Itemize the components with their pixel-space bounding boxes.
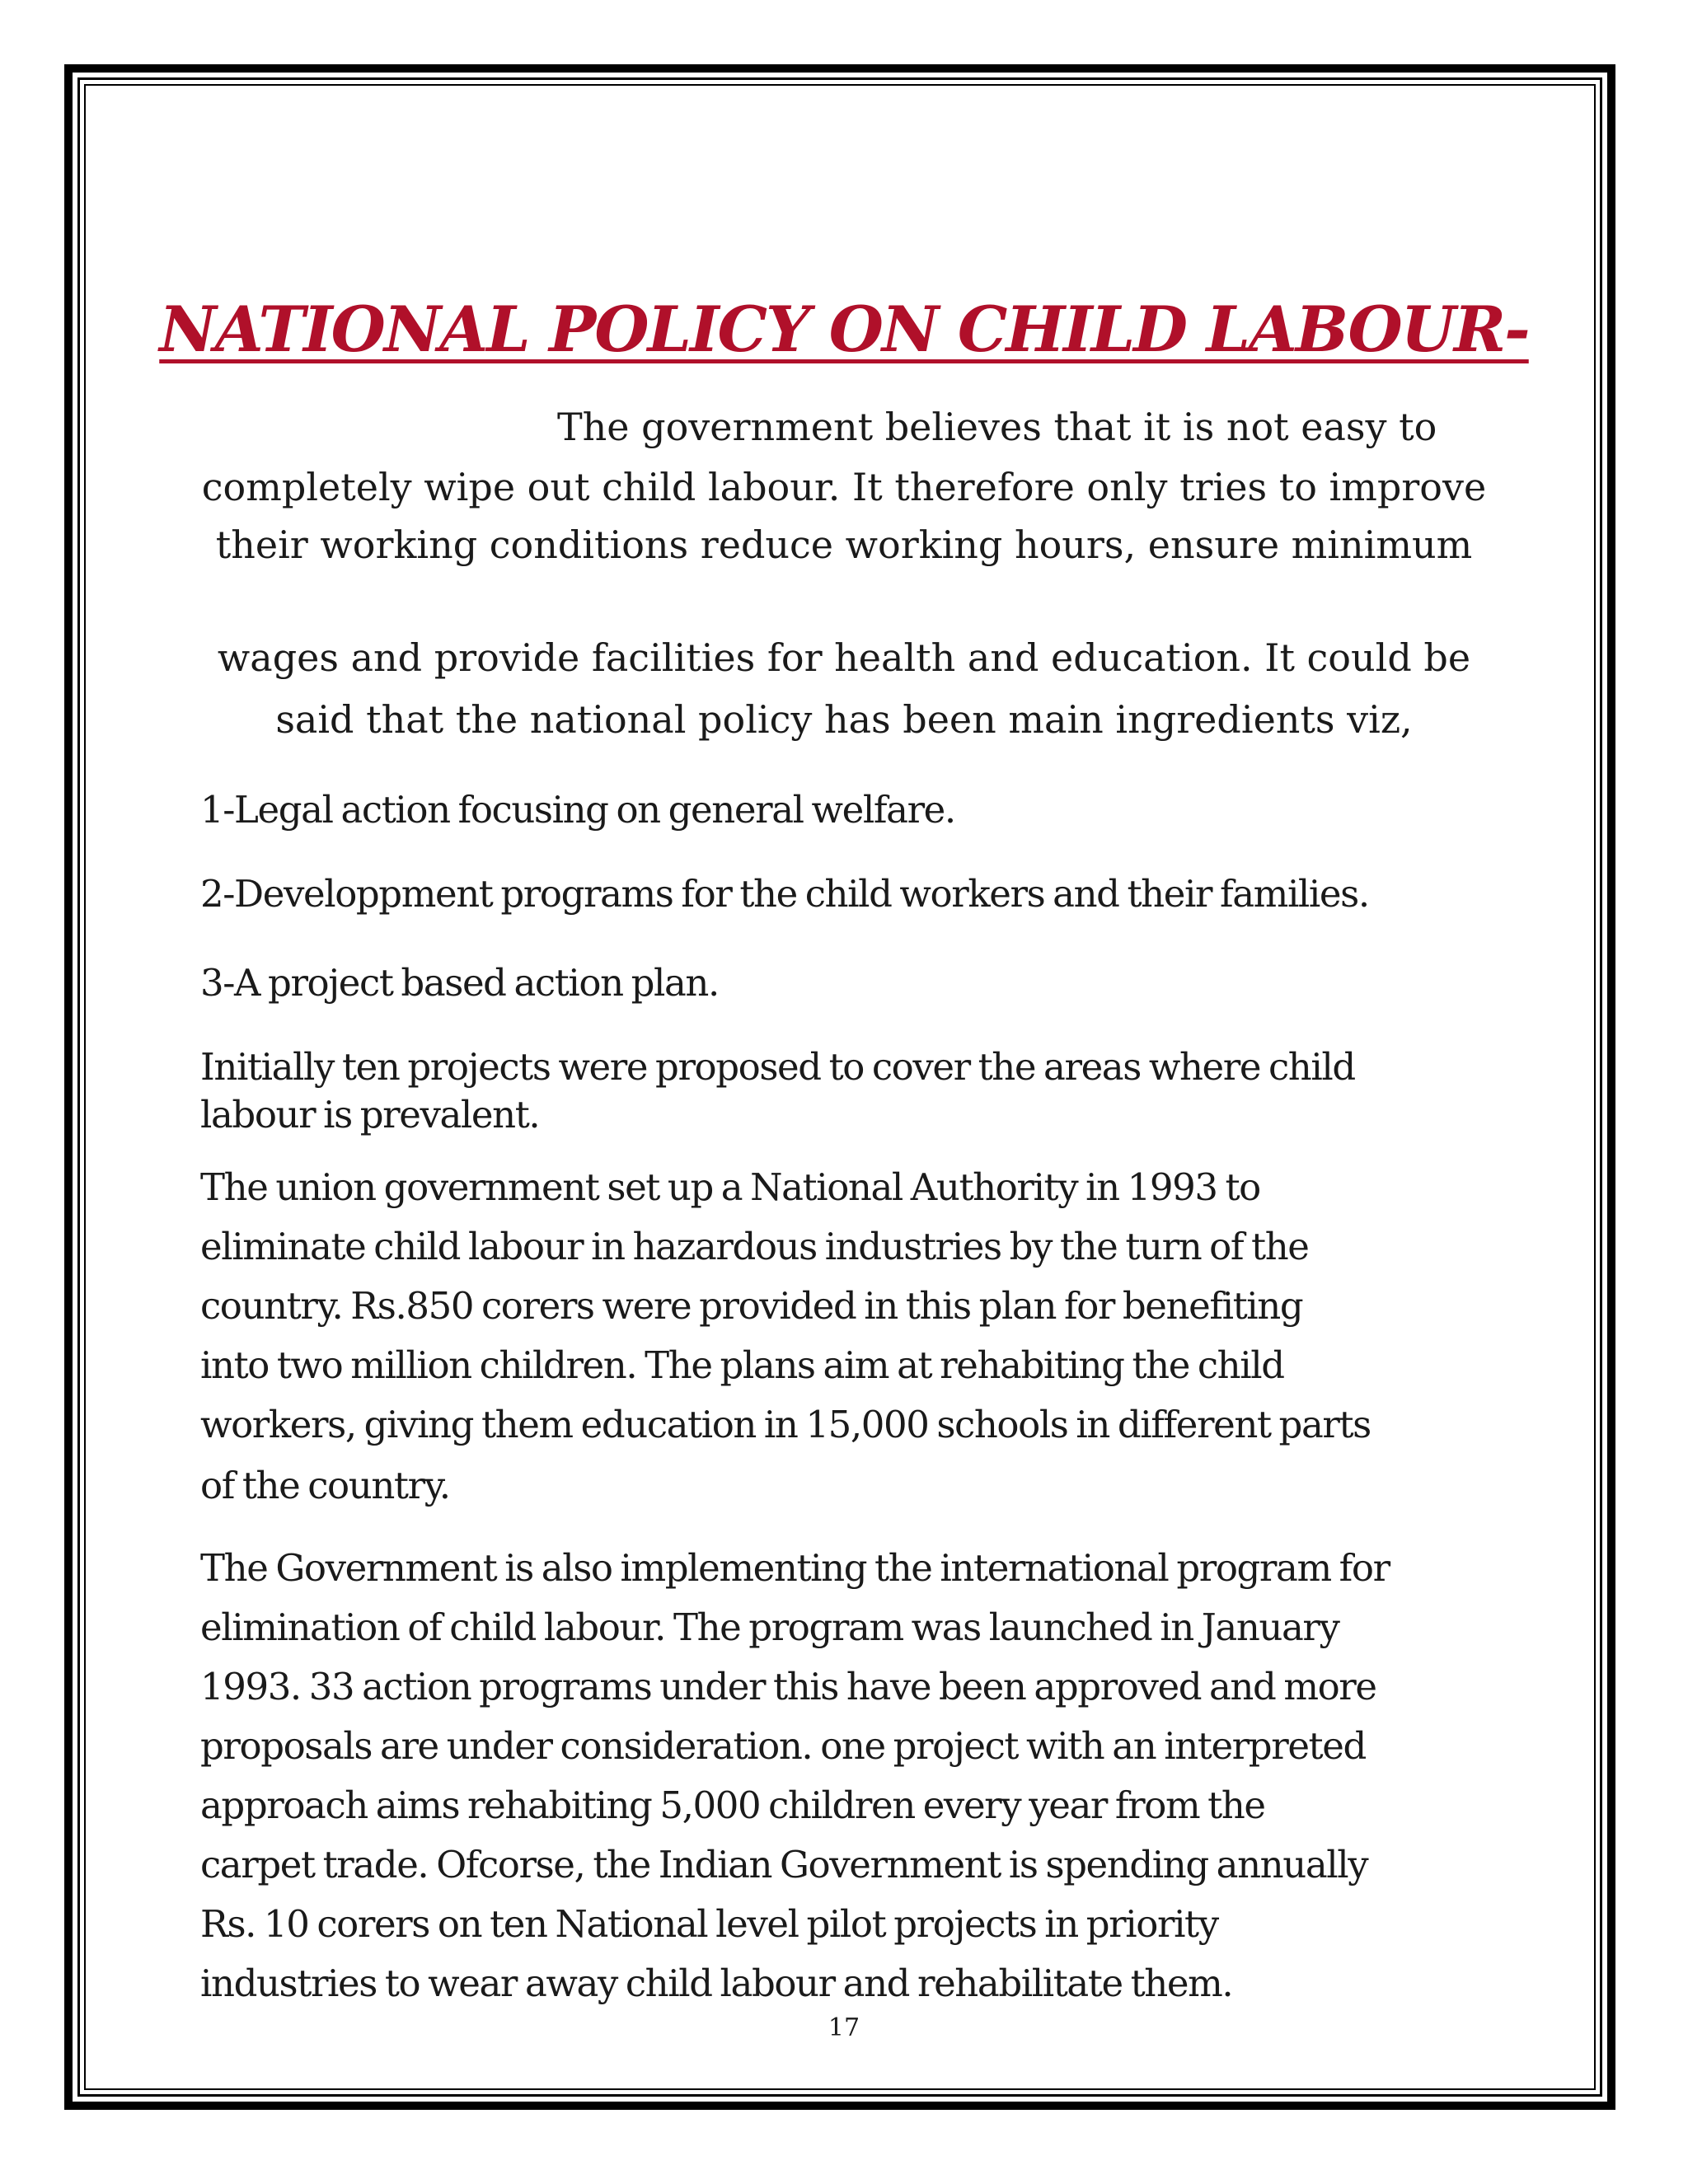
- para1-line-2: labour is prevalent.: [200, 1093, 540, 1137]
- para2-line-1: The union government set up a National Authority in 1993 to: [200, 1165, 1260, 1209]
- para2-line-2: eliminate child labour in hazardous industries by the turn of the: [200, 1225, 1309, 1268]
- intro-line-4: wages and provide facilities for health and education. It could be: [217, 635, 1471, 680]
- para3-line-6: carpet trade. Ofcorse, the Indian Government is spending annually: [200, 1843, 1368, 1886]
- para3-line-1: The Government is also implementing the international program for: [200, 1546, 1390, 1590]
- para2-line-4: into two million children. The plans aim at rehabiting the child: [200, 1343, 1284, 1387]
- para2-line-3: country. Rs.850 corers were provided in this plan for benefiting: [200, 1284, 1303, 1328]
- list-item-3: 3-A project based action plan.: [200, 961, 719, 1005]
- para3-line-7: Rs. 10 corers on ten National level pilot projects in priority: [200, 1902, 1218, 1946]
- para1-line-1: Initially ten projects were proposed to cover the areas where child: [200, 1045, 1355, 1089]
- para3-line-2: elimination of child labour. The program was launched in January: [200, 1605, 1339, 1649]
- page-number: 17: [828, 2013, 860, 2042]
- para3-line-8: industries to wear away child labour and rehabilitate them.: [200, 1961, 1233, 2005]
- para2-line-6: of the country.: [200, 1464, 450, 1507]
- intro-line-5: said that the national policy has been main ingredients viz,: [275, 697, 1413, 742]
- para3-line-3: 1993. 33 action programs under this have been approved and more: [200, 1665, 1376, 1708]
- intro-line-3: their working conditions reduce working hours, ensure minimum: [215, 523, 1473, 567]
- list-item-2: 2-Developpment programs for the child workers and their families.: [200, 872, 1369, 916]
- intro-line-2: completely wipe out child labour. It therefore only tries to improve: [201, 465, 1487, 509]
- para3-line-5: approach aims rehabiting 5,000 children every year from the: [200, 1783, 1265, 1827]
- intro-line-1: The government believes that it is not easy to: [557, 405, 1437, 449]
- list-item-1: 1-Legal action focusing on general welfare.: [200, 788, 955, 832]
- para2-line-5: workers, giving them education in 15,000 schools in different parts: [200, 1403, 1371, 1446]
- para3-line-4: proposals are under consideration. one project with an interpreted: [200, 1724, 1366, 1768]
- page-title: NATIONAL POLICY ON CHILD LABOUR-: [159, 293, 1529, 366]
